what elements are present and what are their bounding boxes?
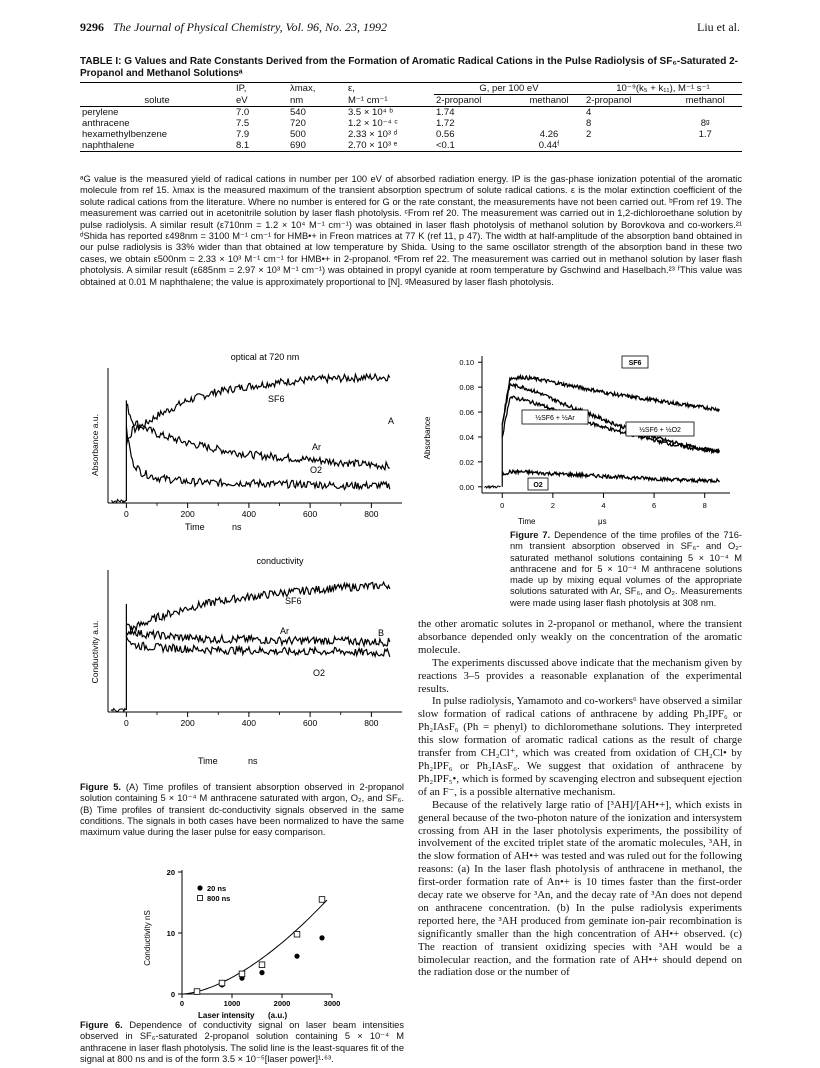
figure-6-xlabel: Laser intensity <box>198 1011 255 1020</box>
col-g: G, per 100 eV <box>434 83 584 95</box>
figure-5b-panel-label: B <box>378 628 385 638</box>
series-line-sf6 <box>126 374 389 446</box>
figure-7-label-sf6-ar: ½SF6 + ½Ar <box>535 415 575 422</box>
figure-5a <box>80 348 410 538</box>
col-k-methanol: methanol <box>668 95 742 107</box>
figure-5b <box>80 552 410 778</box>
x-tick-label: 0 <box>124 718 129 728</box>
figure-5a-xunit: ns <box>232 522 242 532</box>
figure-7-plot <box>418 348 742 528</box>
figure-5b-label-ar: Ar <box>280 626 289 636</box>
legend-label-20ns: 20 ns <box>207 884 227 893</box>
figure-7-xunit: μs <box>598 517 607 526</box>
col-eps-unit: M⁻¹ cm⁻¹ <box>346 95 434 107</box>
x-tick-label: 3000 <box>323 999 341 1008</box>
point-800ns <box>319 897 325 903</box>
baseline <box>111 709 126 712</box>
running-authors: Liu et al. <box>697 20 740 34</box>
figure-7 <box>418 348 742 528</box>
legend-marker-800ns <box>198 896 203 901</box>
figure-7-ylabel: Absorbance <box>423 416 432 460</box>
y-tick-label: 0.04 <box>459 432 474 442</box>
table-row: anthracene 7.5 720 1.2 × 10⁻⁴ ᶜ 1.72 8 8ᵍ <box>82 118 710 129</box>
x-tick-label: 400 <box>241 718 256 728</box>
point-800ns <box>219 980 225 986</box>
x-tick-label: 200 <box>180 718 195 728</box>
figure-5b-label-o2: O2 <box>313 668 326 678</box>
figure-5a-label-sf6: SF6 <box>268 394 285 404</box>
paragraph: Because of the relatively large ratio of [³AH]/[AH•+], which exists in general because of the two-photon nature of the ionization and intersystem crossing from AH in the laser photolysis experiments, the possibility of involvement of the excited triplet state of the aromatic molecules, ³AH, in the slow formation of AH•+ was tested and was ruled out for the following reasons: (a) In the laser flash photolysis of anthracene in methanol, the first-order formation rate of An•+ is 10 times faster than the first-order decay rate we observe for ³An, and the decay rate of ³An does not depend on anthracene concentration. (b) In the pulse radiolysis experiments reported here, the ³AH produced from geminate ion-pair recombination is significantly smaller than the high concentration of AH•+ observed. (c) The reaction of transient oxidizing species with ³AH would be a bimolecular reaction, and the formation rate of AH•+ should depend on the radiation dose or the number of <box>418 798 742 979</box>
results-table <box>80 82 742 152</box>
figure-7-caption: Figure 7. Dependence of the time profiles of the 716-nm transient absorption observed in SF₆- and O₂-saturated methanol solutions containing 5 × 10⁻⁴ M anthracene and for 5 × 10⁻⁴ M anthracene solutions made up by mixing equal volumes of the appropriate solutions saturated with Ar, SF₆, and O₂. Measurements were made using laser flash photolysis at 308 nm. <box>510 530 742 608</box>
x-tick-label: 800 <box>364 509 379 519</box>
figure-5a-title: optical at 720 nm <box>230 352 300 362</box>
x-tick-label: 6 <box>651 501 657 510</box>
col-ip: IP, <box>234 83 288 95</box>
baseline <box>485 486 501 488</box>
table-caption: TABLE I: G Values and Rate Constants Derived from the Formation of Aromatic Radical Cations in the Pulse Radiolysis of SF₆-Saturated 2-Propanol and Methanol Solutionsᵃ <box>80 56 738 79</box>
x-tick-label: 600 <box>303 509 318 519</box>
point-800ns <box>239 971 245 977</box>
x-tick-label: 0 <box>124 509 129 519</box>
figure-6 <box>140 858 360 1020</box>
journal-title: The Journal of Physical Chemistry, Vol. 96, No. 23, 1992 <box>113 20 387 34</box>
x-tick-label: 0 <box>500 501 505 510</box>
y-tick-label: 0.10 <box>459 358 474 368</box>
point-20ns <box>294 954 299 959</box>
figure-5b-plot <box>80 552 410 778</box>
figure-5b-xunit: ns <box>248 756 258 766</box>
series-line-ar <box>126 404 389 470</box>
figure-7-label-sf6-o2: ½SF6 + ½O2 <box>639 427 681 434</box>
figure-5a-label-ar: Ar <box>312 442 321 452</box>
y-tick-label: 0.06 <box>459 408 474 418</box>
figure-5a-plot <box>80 348 410 538</box>
col-k: 10⁻⁹(k₅ + k₁₁), M⁻¹ s⁻¹ <box>584 83 742 95</box>
baseline <box>111 500 126 503</box>
col-lmax-unit: nm <box>288 95 346 107</box>
page-number: 9296 <box>80 20 104 34</box>
series-line-o2 <box>126 427 389 490</box>
x-tick-label: 200 <box>180 509 195 519</box>
figure-5a-label-o2: O2 <box>310 465 323 475</box>
point-800ns <box>194 989 200 995</box>
figure-6-ylabel: Conductivity nS <box>143 910 152 966</box>
figure-5b-xlabel: Time <box>198 756 218 766</box>
x-tick-label: 2 <box>550 501 555 510</box>
figure-7-xlabel: Time <box>518 517 536 526</box>
y-tick-label: 0 <box>170 990 175 999</box>
x-tick-label: 400 <box>241 509 256 519</box>
x-tick-label: 4 <box>601 501 606 510</box>
figure-5b-ylabel: Conductivity a.u. <box>90 620 100 684</box>
x-tick-label: 2000 <box>273 999 291 1008</box>
body-text <box>418 618 742 979</box>
x-tick-label: 0 <box>179 999 185 1008</box>
series-line-sf6 <box>126 582 389 634</box>
col-ip-unit: eV <box>234 95 288 107</box>
col-k-2propanol: 2-propanol <box>584 95 668 107</box>
y-tick-label: 0.08 <box>459 383 474 393</box>
table-row: hexamethylbenzene 7.9 500 2.33 × 10³ ᵈ 0.56 4.26 2 1.7 <box>82 129 712 140</box>
figure-5a-panel-label: A <box>388 416 395 426</box>
figure-7-label-sf6: SF6 <box>628 360 642 367</box>
fit-line <box>182 900 327 994</box>
point-20ns <box>259 970 264 975</box>
point-800ns <box>259 962 265 968</box>
table-row: perylene 7.0 540 3.5 × 10⁴ ᵇ 1.74 4 <box>82 107 592 118</box>
col-eps: ε, <box>346 83 434 95</box>
col-g-methanol: methanol <box>514 95 584 107</box>
table-row: naphthalene 8.1 690 2.70 × 10³ ᵉ <0.1 0.44ᶠ <box>80 140 742 152</box>
paragraph: the other aromatic solutes in 2-propanol or methanol, where the transient absorbance depended only weakly on the concentration of the aromatic molecule. <box>418 618 742 656</box>
figure-5b-title: conductivity <box>256 556 304 566</box>
figure-6-caption: Figure 6. Dependence of conductivity signal on laser beam intensities observed in SF₆-saturated 2-propanol solution containing 5 × 10⁻⁴ M anthracene in laser flash photolysis. The solid line is the least-squares fit of the signal at 800 ns and is of the form 3.5 × 10⁻⁵[laser power]¹·⁶³. <box>80 1020 404 1064</box>
y-tick-label: 10 <box>166 929 175 938</box>
figure-6-xunit: (a.u.) <box>268 1011 288 1020</box>
figure-5a-xlabel: Time <box>185 522 205 532</box>
x-tick-label: 8 <box>702 501 707 510</box>
table-footnote: ᵃG value is the measured yield of radical cations in number per 100 eV of absorbed radiation energy. IP is the gas-phase ionization potential of the aromatic molecule from ref 15. λmax is the measured maximum of the transient absorption spectrum of solute radical cations. ε is the molar extinction coefficient of the solute radical cations from the literature. Where no number is entered for G or the rate constant, the measurements have not been carried out. ᵇFrom ref 19. The measurement was carried out in acetonitrile solution by laser flash photolysis. ᶜFrom ref 20. The measurement was carried out in 1,2-dichloroethane solution by pulse radiolysis. A similar result (ε710nm = 1.2 × 10⁴ M⁻¹ cm⁻¹) was obtained in laser flash photolysis of methanol solution by Borovkova and co-workers.²¹ ᵈShida has reported ε498nm = 3100 M⁻¹ cm⁻¹ for HMB•+ in Freon matrices at 77 K (ref 11, p 47). The width at half-amplitude of the absorption band obtained in our pulse radiolysis is 33% wider than that obtained at low temperature by Shida. Using to the same oscillator strength of the absorption band in these two cases, we obtain ε500nm = 2.33 × 10³ M⁻¹ cm⁻¹ for HMB•+ in 2-propanol. ᵉFrom ref 22. The measurement was carried out in methanol solution by laser flash photolysis. A similar result (ε685nm = 2.97 × 10³ M⁻¹ cm⁻¹) was obtained in propyl cyanide at room temperature by Gschwind and Haselbach.²³ ᶠThis value was obtained at 0.01 M naphthalene; the value is approximately proportional to [N]. ᵍMeasured by laser flash photolysis. <box>80 174 742 287</box>
figure-7-label-o2: O2 <box>533 482 543 489</box>
legend-label-800ns: 800 ns <box>207 894 231 903</box>
figure-6-plot <box>140 858 360 1020</box>
y-tick-label: 0.02 <box>459 457 474 467</box>
paragraph: In pulse radiolysis, Yamamoto and co-workers⁶ have observed a similar slow formation of radical cations of anthracene by adding Ph₂IPF₆ or Ph₂IAsF₆ (Ph = phenyl) to dichloromethane solutions. They interpreted this slow formation of aromatic radical cations as the result of charge transfer from CH₂Cl⁺, which was created from oxidation of CH₂Cl• by Ph₂IPF₆ or Ph₂IAsF₆. We suggest that oxidation of anthracene by Ph₂IPF₅•, which is formed by scavenging electron and subsequent ejection of an F⁻, is a possible alternative mechanism. <box>418 695 742 798</box>
x-tick-label: 600 <box>303 718 318 728</box>
series-line-ar <box>126 624 389 646</box>
y-tick-label: 0.00 <box>459 482 474 492</box>
point-20ns <box>319 935 324 940</box>
x-tick-label: 1000 <box>223 999 241 1008</box>
figure-5b-label-sf6: SF6 <box>285 596 302 606</box>
col-lmax: λmax, <box>288 83 346 95</box>
figure-5-caption: Figure 5. (A) Time profiles of transient absorption observed in 2-propanol solution containing 5 × 10⁻⁴ M anthracene saturated with argon, O₂, and SF₆. (B) Time profiles of transient dc-conductivity signals observed in the same conditions. The signals in both cases have been normalized to have the same maximum value during the laser pulse for easy comparison. <box>80 782 404 838</box>
point-800ns <box>294 931 300 937</box>
paragraph: The experiments discussed above indicate that the mechanism given by reactions 3–5 provides a reasonable explanation of the experimental results. <box>418 656 742 695</box>
col-solute: solute <box>80 95 234 107</box>
col-g-2propanol: 2-propanol <box>434 95 514 107</box>
x-tick-label: 800 <box>364 718 379 728</box>
figure-5a-ylabel: Absorbance a.u. <box>90 414 100 476</box>
legend-marker-20ns <box>197 885 202 890</box>
page-header <box>80 20 740 36</box>
y-tick-label: 20 <box>166 868 175 877</box>
